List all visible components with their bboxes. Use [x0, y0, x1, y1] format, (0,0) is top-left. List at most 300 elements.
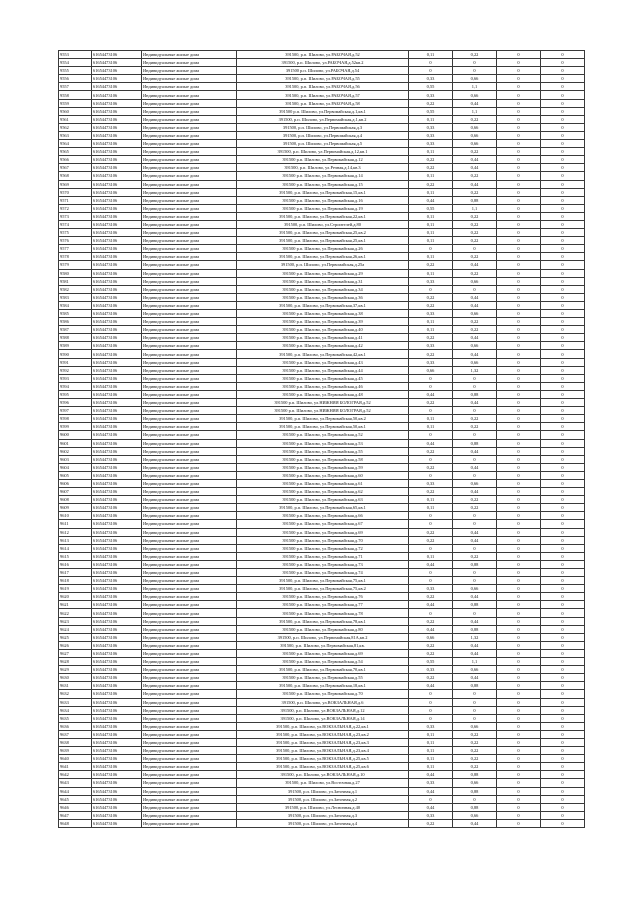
value-d-cell: 0 [541, 690, 585, 698]
value-b-cell: 0 [453, 382, 497, 390]
value-d-cell: 0 [541, 374, 585, 382]
building-type-cell: Индивидуальные жилые дома [142, 520, 237, 528]
value-a-cell: 0,55 [409, 658, 453, 666]
value-d-cell: 0 [541, 747, 585, 755]
value-d-cell: 0 [541, 431, 585, 439]
value-c-cell: 0 [497, 245, 541, 253]
building-type-cell: Индивидуальные жилые дома [142, 204, 237, 212]
okato-code-cell: 61654473106 [92, 83, 142, 91]
value-a-cell: 0,11 [409, 763, 453, 771]
value-b-cell: 0,22 [453, 496, 497, 504]
address-cell: 391500, р.п. Шилово, ул.Первомайская,81А,кв.2 [237, 633, 409, 641]
value-b-cell: 0,44 [453, 350, 497, 358]
row-number-cell: 9643 [59, 779, 92, 787]
table-row [59, 326, 585, 334]
table-row [59, 423, 585, 431]
table-row [59, 253, 585, 261]
okato-code-cell: 61654473106 [92, 342, 142, 350]
building-type-cell: Индивидуальные жилые дома [142, 407, 237, 415]
value-c-cell: 0 [497, 771, 541, 779]
value-a-cell: 0,44 [409, 560, 453, 568]
okato-code-cell: 61654473106 [92, 172, 142, 180]
value-c-cell: 0 [497, 479, 541, 487]
row-number-cell: 9593 [59, 374, 92, 382]
okato-code-cell: 61654473106 [92, 463, 142, 471]
value-a-cell: 0,33 [409, 358, 453, 366]
value-b-cell: 0,22 [453, 747, 497, 755]
table-row [59, 455, 585, 463]
table-row [59, 471, 585, 479]
okato-code-cell: 61654473106 [92, 390, 142, 398]
value-c-cell: 0 [497, 269, 541, 277]
value-c-cell: 0 [497, 59, 541, 67]
value-d-cell: 0 [541, 301, 585, 309]
value-b-cell: 0 [453, 374, 497, 382]
building-type-cell: Индивидуальные жилые дома [142, 706, 237, 714]
value-c-cell: 0 [497, 83, 541, 91]
address-cell: 391500, р.п. Шилово, ул.Первомайская,15,кв.1 [237, 188, 409, 196]
okato-code-cell: 61654473106 [92, 455, 142, 463]
okato-code-cell: 61654473106 [92, 811, 142, 819]
building-type-cell: Индивидуальные жилые дома [142, 658, 237, 666]
row-number-cell: 9614 [59, 544, 92, 552]
building-type-cell: Индивидуальные жилые дома [142, 415, 237, 423]
table-row [59, 585, 585, 593]
address-cell: 391500, р.п. Шилово, ул.РАБОЧАЯ,д.57 [237, 91, 409, 99]
address-cell: 391500 р.п. Шилово, ул.Первомайская,д.12 [237, 156, 409, 164]
value-a-cell: 0,11 [409, 51, 453, 59]
row-number-cell: 9559 [59, 99, 92, 107]
row-number-cell: 9603 [59, 455, 92, 463]
row-number-cell: 9594 [59, 382, 92, 390]
row-number-cell: 9635 [59, 714, 92, 722]
value-b-cell: 1,1 [453, 204, 497, 212]
value-c-cell: 0 [497, 99, 541, 107]
value-a-cell: 0,44 [409, 771, 453, 779]
value-d-cell: 0 [541, 722, 585, 730]
row-number-cell: 9641 [59, 763, 92, 771]
address-cell: 391500 р.п. Шилово, ул.Первомайская,д.39 [237, 318, 409, 326]
row-number-cell: 9608 [59, 496, 92, 504]
value-d-cell: 0 [541, 75, 585, 83]
value-a-cell: 0,11 [409, 229, 453, 237]
value-d-cell: 0 [541, 504, 585, 512]
value-a-cell: 0,44 [409, 803, 453, 811]
value-d-cell: 0 [541, 463, 585, 471]
address-cell: 391500, р.п. Шилово, ул.РАБОЧАЯ,д.56 [237, 83, 409, 91]
value-d-cell: 0 [541, 407, 585, 415]
table-row [59, 552, 585, 560]
okato-code-cell: 61654473106 [92, 552, 142, 560]
value-d-cell: 0 [541, 115, 585, 123]
table-row [59, 803, 585, 811]
value-a-cell: 0,11 [409, 738, 453, 746]
value-b-cell: 0,44 [453, 301, 497, 309]
value-c-cell: 0 [497, 350, 541, 358]
value-c-cell: 0 [497, 795, 541, 803]
value-d-cell: 0 [541, 617, 585, 625]
row-number-cell: 9617 [59, 569, 92, 577]
value-d-cell: 0 [541, 237, 585, 245]
okato-code-cell: 61654473106 [92, 431, 142, 439]
value-a-cell: 0,11 [409, 552, 453, 560]
table-row [59, 439, 585, 447]
building-type-cell: Индивидуальные жилые дома [142, 172, 237, 180]
value-b-cell: 0,22 [453, 738, 497, 746]
address-cell: 391500, р.п. Шилово, ул.Первомайская,д.5 [237, 140, 409, 148]
address-cell: 391500 р.п. Шилово, ул.Первомайская,д.16 [237, 196, 409, 204]
building-type-cell: Индивидуальные жилые дома [142, 455, 237, 463]
value-b-cell: 0,44 [453, 641, 497, 649]
value-c-cell: 0 [497, 326, 541, 334]
value-b-cell: 0 [453, 544, 497, 552]
value-a-cell: 0,22 [409, 536, 453, 544]
row-number-cell: 9619 [59, 585, 92, 593]
value-c-cell: 0 [497, 698, 541, 706]
okato-code-cell: 61654473106 [92, 488, 142, 496]
okato-code-cell: 61654473106 [92, 544, 142, 552]
address-cell: 391500, р.п. Шилово, ул.Первомайская,22,кв.1 [237, 212, 409, 220]
value-b-cell: 0,66 [453, 779, 497, 787]
value-c-cell: 0 [497, 738, 541, 746]
address-cell: 391500, р.п. Шилово, ул.ВОКЗАЛЬНАЯ,д.25,кв.6 [237, 763, 409, 771]
okato-code-cell: 61654473106 [92, 666, 142, 674]
row-number-cell: 9561 [59, 115, 92, 123]
row-number-cell: 9639 [59, 747, 92, 755]
value-d-cell: 0 [541, 795, 585, 803]
table-row [59, 682, 585, 690]
value-d-cell: 0 [541, 803, 585, 811]
building-type-cell: Индивидуальные жилые дома [142, 601, 237, 609]
value-b-cell: 0,22 [453, 504, 497, 512]
row-number-cell: 9605 [59, 471, 92, 479]
value-c-cell: 0 [497, 666, 541, 674]
table-row [59, 318, 585, 326]
value-a-cell: 0 [409, 690, 453, 698]
value-d-cell: 0 [541, 738, 585, 746]
value-d-cell: 0 [541, 819, 585, 827]
building-type-cell: Индивидуальные жилые дома [142, 399, 237, 407]
okato-code-cell: 61654473106 [92, 471, 142, 479]
address-cell: 391500 р.п. Шилово, ул.Первомайская,д.69 [237, 528, 409, 536]
value-a-cell: 0,33 [409, 585, 453, 593]
value-a-cell: 0,22 [409, 350, 453, 358]
okato-code-cell: 61654473106 [92, 115, 142, 123]
value-c-cell: 0 [497, 423, 541, 431]
value-c-cell: 0 [497, 755, 541, 763]
building-type-cell: Индивидуальные жилые дома [142, 220, 237, 228]
value-c-cell: 0 [497, 431, 541, 439]
value-d-cell: 0 [541, 245, 585, 253]
table-row [59, 496, 585, 504]
table-row [59, 156, 585, 164]
address-cell: 391500, р.п. Шилово, ул.Первомайская,37,кв.1 [237, 301, 409, 309]
table-row [59, 277, 585, 285]
value-d-cell: 0 [541, 471, 585, 479]
value-b-cell: 0,22 [453, 148, 497, 156]
address-cell: 391500 р.п. Шилово, ул.НИЖНЯЯ БОЛОГРАЯ,д.52 [237, 407, 409, 415]
address-cell: 391500 р.п. Шилово, ул.Первомайская,д.15 [237, 180, 409, 188]
value-a-cell: 0,11 [409, 269, 453, 277]
address-cell: 391500, р.п. Шилово, ул.ВОКЗАЛЬНАЯ,д.14 [237, 714, 409, 722]
row-number-cell: 9627 [59, 649, 92, 657]
table-row [59, 301, 585, 309]
table-row [59, 59, 585, 67]
okato-code-cell: 61654473106 [92, 148, 142, 156]
value-d-cell: 0 [541, 180, 585, 188]
value-a-cell: 0 [409, 285, 453, 293]
okato-code-cell: 61654473106 [92, 212, 142, 220]
row-number-cell: 9580 [59, 269, 92, 277]
value-d-cell: 0 [541, 552, 585, 560]
okato-code-cell: 61654473106 [92, 91, 142, 99]
building-type-cell: Индивидуальные жилые дома [142, 690, 237, 698]
address-cell: 391500, р.п. Шилово, ул.РАБОЧАЯ,д.58 [237, 99, 409, 107]
okato-code-cell: 61654473106 [92, 293, 142, 301]
table-row [59, 544, 585, 552]
row-number-cell: 9592 [59, 366, 92, 374]
row-number-cell: 9612 [59, 528, 92, 536]
value-b-cell: 1,1 [453, 83, 497, 91]
value-d-cell: 0 [541, 674, 585, 682]
building-type-cell: Индивидуальные жилые дома [142, 496, 237, 504]
value-d-cell: 0 [541, 212, 585, 220]
value-c-cell: 0 [497, 148, 541, 156]
value-d-cell: 0 [541, 496, 585, 504]
row-number-cell: 9576 [59, 237, 92, 245]
address-cell: 391500 р.п. Шилово, ул.Первомайская,д.41 [237, 334, 409, 342]
value-a-cell: 0,44 [409, 787, 453, 795]
building-type-cell: Индивидуальные жилые дома [142, 552, 237, 560]
value-c-cell: 0 [497, 75, 541, 83]
value-a-cell: 0,11 [409, 415, 453, 423]
value-a-cell: 0,22 [409, 399, 453, 407]
row-number-cell: 9626 [59, 641, 92, 649]
building-type-cell: Индивидуальные жилые дома [142, 763, 237, 771]
okato-code-cell: 61654473106 [92, 496, 142, 504]
building-type-cell: Индивидуальные жилые дома [142, 366, 237, 374]
value-d-cell: 0 [541, 204, 585, 212]
address-cell: 391500, р.п. Шилово, ул.Первомайская,д.25а [237, 261, 409, 269]
value-b-cell: 0,22 [453, 552, 497, 560]
building-type-cell: Индивидуальные жилые дома [142, 787, 237, 795]
value-b-cell: 0,88 [453, 601, 497, 609]
value-b-cell: 0 [453, 714, 497, 722]
row-number-cell: 9624 [59, 625, 92, 633]
table-row [59, 99, 585, 107]
value-b-cell: 0,22 [453, 326, 497, 334]
okato-code-cell: 61654473106 [92, 204, 142, 212]
value-a-cell: 0 [409, 374, 453, 382]
table-row [59, 131, 585, 139]
okato-code-cell: 61654473106 [92, 131, 142, 139]
value-d-cell: 0 [541, 512, 585, 520]
value-c-cell: 0 [497, 123, 541, 131]
value-a-cell: 0,44 [409, 625, 453, 633]
building-type-cell: Индивидуальные жилые дома [142, 334, 237, 342]
building-type-cell: Индивидуальные жилые дома [142, 714, 237, 722]
value-b-cell: 0,44 [453, 447, 497, 455]
value-c-cell: 0 [497, 293, 541, 301]
address-cell: 391500 р.п. Шилово, ул.Первомайская,д.52 [237, 431, 409, 439]
table-row [59, 795, 585, 803]
address-cell: 391500 р.п. Шилово, ул.Первомайская,д.70 [237, 690, 409, 698]
value-c-cell: 0 [497, 496, 541, 504]
building-type-cell: Индивидуальные жилые дома [142, 358, 237, 366]
value-b-cell: 0,44 [453, 164, 497, 172]
address-cell: 391500 р.п. Шилово, ул.Первомайская,д.61 [237, 479, 409, 487]
value-d-cell: 0 [541, 164, 585, 172]
address-cell: 391500, р.п. Шилово, ул.Первомайская,42,кв.1 [237, 350, 409, 358]
value-a-cell: 0,11 [409, 253, 453, 261]
building-type-cell: Индивидуальные жилые дома [142, 730, 237, 738]
value-b-cell: 1,32 [453, 366, 497, 374]
address-cell: 391500 р.п. Шилово, ул.Первомайская,д.72 [237, 544, 409, 552]
value-b-cell: 0,44 [453, 156, 497, 164]
row-number-cell: 9604 [59, 463, 92, 471]
table-row [59, 819, 585, 827]
value-b-cell: 0 [453, 407, 497, 415]
row-number-cell: 9570 [59, 188, 92, 196]
value-a-cell: 0,11 [409, 188, 453, 196]
value-a-cell: 0,22 [409, 447, 453, 455]
building-type-cell: Индивидуальные жилые дома [142, 293, 237, 301]
address-cell: 391500 р.п. Шилово, ул.Первомайская,д.44 [237, 366, 409, 374]
value-b-cell: 0 [453, 706, 497, 714]
value-d-cell: 0 [541, 544, 585, 552]
value-b-cell: 0,66 [453, 91, 497, 99]
okato-code-cell: 61654473106 [92, 690, 142, 698]
row-number-cell: 9645 [59, 795, 92, 803]
table-row [59, 382, 585, 390]
value-b-cell: 0,66 [453, 358, 497, 366]
address-cell: 391500, р.п. Шилово, ул.Строителей,д.80 [237, 220, 409, 228]
row-number-cell: 9553 [59, 51, 92, 59]
row-number-cell: 9589 [59, 342, 92, 350]
table-row [59, 674, 585, 682]
address-cell: 391500, р.п. Шилово, ул.Первомайская,25,кв.1 [237, 237, 409, 245]
value-d-cell: 0 [541, 59, 585, 67]
building-type-cell: Индивидуальные жилые дома [142, 99, 237, 107]
building-type-cell: Индивидуальные жилые дома [142, 350, 237, 358]
value-d-cell: 0 [541, 382, 585, 390]
value-c-cell: 0 [497, 172, 541, 180]
table-row [59, 196, 585, 204]
okato-code-cell: 61654473106 [92, 787, 142, 795]
value-d-cell: 0 [541, 560, 585, 568]
row-number-cell: 9583 [59, 293, 92, 301]
value-d-cell: 0 [541, 569, 585, 577]
address-cell: 391500, р.п. Шилово, ул.ВОКЗАЛЬНАЯ,д.6 [237, 698, 409, 706]
address-cell: 391500 р.п. Шилово, ул.Первомайская,д.77 [237, 601, 409, 609]
row-number-cell: 9556 [59, 75, 92, 83]
okato-code-cell: 61654473106 [92, 658, 142, 666]
row-number-cell: 9602 [59, 447, 92, 455]
building-type-cell: Индивидуальные жилые дома [142, 423, 237, 431]
value-d-cell: 0 [541, 536, 585, 544]
address-cell: 391500 р.п. Шилово, ул.Первомайская,д.14 [237, 172, 409, 180]
value-a-cell: 0,22 [409, 180, 453, 188]
row-number-cell: 9573 [59, 212, 92, 220]
row-number-cell: 9582 [59, 285, 92, 293]
row-number-cell: 9610 [59, 512, 92, 520]
table-row [59, 447, 585, 455]
table-row [59, 617, 585, 625]
building-type-cell: Индивидуальные жилые дома [142, 682, 237, 690]
table-row [59, 350, 585, 358]
table-row [59, 204, 585, 212]
value-b-cell: 0 [453, 59, 497, 67]
building-type-cell: Индивидуальные жилые дома [142, 698, 237, 706]
value-c-cell: 0 [497, 237, 541, 245]
table-row [59, 342, 585, 350]
row-number-cell: 9584 [59, 301, 92, 309]
building-type-cell: Индивидуальные жилые дома [142, 188, 237, 196]
address-cell: 391500 р.п. Шилово, ул.Первомайская,д.59 [237, 463, 409, 471]
building-type-cell: Индивидуальные жилые дома [142, 633, 237, 641]
value-a-cell: 0,33 [409, 779, 453, 787]
value-b-cell: 0,66 [453, 140, 497, 148]
value-d-cell: 0 [541, 479, 585, 487]
value-c-cell: 0 [497, 204, 541, 212]
okato-code-cell: 61654473106 [92, 819, 142, 827]
row-number-cell: 9625 [59, 633, 92, 641]
value-a-cell: 0 [409, 714, 453, 722]
row-number-cell: 9611 [59, 520, 92, 528]
okato-code-cell: 61654473106 [92, 520, 142, 528]
okato-code-cell: 61654473106 [92, 374, 142, 382]
value-b-cell: 0 [453, 520, 497, 528]
building-type-cell: Индивидуальные жилые дома [142, 771, 237, 779]
value-a-cell: 0 [409, 512, 453, 520]
value-b-cell: 0,66 [453, 123, 497, 131]
okato-code-cell: 61654473106 [92, 220, 142, 228]
value-a-cell: 0 [409, 520, 453, 528]
okato-code-cell: 61654473106 [92, 528, 142, 536]
building-type-cell: Индивидуальные жилые дома [142, 83, 237, 91]
value-a-cell: 0,22 [409, 301, 453, 309]
value-d-cell: 0 [541, 658, 585, 666]
value-d-cell: 0 [541, 399, 585, 407]
value-c-cell: 0 [497, 722, 541, 730]
value-a-cell: 0 [409, 382, 453, 390]
table-row [59, 366, 585, 374]
value-a-cell: 0,11 [409, 496, 453, 504]
value-c-cell: 0 [497, 714, 541, 722]
address-cell: 391500, р.п. Шилово, ул.РАБОЧАЯ,д.52 [237, 51, 409, 59]
value-c-cell: 0 [497, 156, 541, 164]
value-b-cell: 0,22 [453, 423, 497, 431]
row-number-cell: 9567 [59, 164, 92, 172]
value-c-cell: 0 [497, 747, 541, 755]
address-cell: 391500 р.п. Шилово, ул.НИЖНЯЯ БОЛОГРАЯ,д.52 [237, 399, 409, 407]
value-a-cell: 0,22 [409, 164, 453, 172]
row-number-cell: 9599 [59, 423, 92, 431]
row-number-cell: 9577 [59, 245, 92, 253]
building-type-cell: Индивидуальные жилые дома [142, 164, 237, 172]
value-c-cell: 0 [497, 560, 541, 568]
row-number-cell: 9644 [59, 787, 92, 795]
value-d-cell: 0 [541, 528, 585, 536]
building-type-cell: Индивидуальные жилые дома [142, 674, 237, 682]
okato-code-cell: 61654473106 [92, 601, 142, 609]
value-b-cell: 0,22 [453, 212, 497, 220]
value-d-cell: 0 [541, 593, 585, 601]
table-row [59, 334, 585, 342]
table-row [59, 577, 585, 585]
building-type-cell: Индивидуальные жилые дома [142, 390, 237, 398]
row-number-cell: 9585 [59, 310, 92, 318]
